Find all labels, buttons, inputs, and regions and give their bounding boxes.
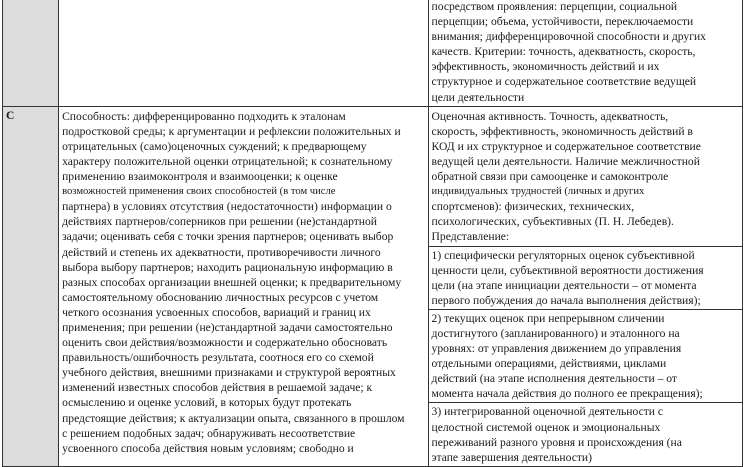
text-line: Оценочная активность. Точность, адекватность,	[431, 109, 669, 123]
text-line: 2) текущих оценок при непрерывном сличении	[431, 311, 665, 325]
inner-divider	[429, 309, 742, 310]
text-line: психологических, субъективных (П. Н. Лебедев).	[431, 215, 674, 229]
text-line: момента начала действия до полного ее прекращения);	[431, 387, 703, 401]
row-label: С	[6, 108, 15, 122]
text-line: 1) специфически регуляторных оценок субъективной	[431, 248, 695, 262]
text-line: эффективность, экономичность действий и их	[431, 60, 660, 74]
text-line: 3) интегрированной оценочной деятельности с	[431, 405, 664, 419]
text-line: разных способах организации внешней оценки; к предварительному	[62, 275, 402, 289]
inner-divider	[429, 402, 742, 403]
text-line: спортсменов): физических, технических,	[431, 200, 635, 214]
criteria-cell	[428, 106, 742, 466]
text-line: ценности цели, субъективной вероятности достижения	[431, 263, 704, 277]
text-line: перцепции; объема, устойчивости, переключаемости	[431, 15, 694, 29]
table-row	[3, 0, 743, 106]
text-line: осмыслению и оценке условий, в которых будут протекать	[62, 396, 352, 410]
inner-divider	[429, 246, 742, 247]
text-line: переживаний разного уровня и происхождения (на	[431, 435, 682, 449]
text-line: самостоятельному обоснованию личностных ресурсов с учетом	[62, 290, 379, 304]
text-line: с решением подобных задач; обнаруживать несоответствие	[62, 426, 356, 440]
text-line: изменений известных способов действия в решаемой задаче; к	[62, 381, 373, 395]
text-line: оценить свои действия/возможности и содержательно обосновать	[62, 336, 388, 350]
text-line: действиях партнеров/соперников при решении (не)стандартной	[62, 215, 378, 229]
text-line: усвоенного способа действия новым условиям; свободно и	[62, 441, 354, 455]
text-line: посредством проявления: перцепции, социальной	[431, 0, 678, 13]
text-line: цели (на этапе инициации деятельности – от момента	[431, 278, 697, 292]
text-line: отрицательных (само)оценочных суждений; к предварющему	[62, 139, 367, 153]
ability-cell-empty	[59, 0, 428, 106]
text-line: достигнутого (запланированного) и эталонного на	[431, 326, 680, 340]
text-line: цели деятельности	[431, 90, 525, 104]
row-label-cell-empty	[3, 0, 59, 106]
text-line: возможностей применения своих способностей (в том числе	[62, 186, 336, 198]
text-line: индивидуальных трудностей (личных и других	[431, 186, 645, 198]
text-line: задачи; оценивать себя с точки зрения партнеров; оценивать выбор	[62, 230, 394, 244]
text-line: качеств. Критерии: точность, адекватность, скорость,	[431, 45, 696, 59]
text-line: партнера) в условиях отсутствия (недостаточности) информации о	[62, 200, 392, 214]
text-line: характеру положительной оценки отрицательной; к сознательному	[62, 154, 393, 168]
row-label-cell	[3, 106, 59, 466]
text-line: правильность/ошибочность результата, соотнося его со схемой	[62, 351, 374, 365]
text-line: действий и степень их адекватности, противоречивости личного	[62, 245, 381, 259]
ability-cell	[59, 106, 428, 466]
text-line: уровнях: от управления движением до управления	[431, 342, 682, 356]
criteria-cell	[428, 0, 742, 106]
text-line: обратной связи при самооценке и самоконтроле	[431, 170, 669, 184]
text-line: четкого осознания усвоенных способов, вариаций и границ их	[62, 305, 371, 319]
text-line: действий (на этапе исполнения деятельности – от	[431, 372, 677, 386]
text-line: целостной системой оценок и эмоциональных	[431, 420, 661, 434]
text-line: подростковой среды; к аргументации и рефлексии положительных и	[62, 124, 401, 138]
text-line: скорость, эффективность, экономичность действий в	[431, 124, 693, 138]
text-line: КОД и их структурное и содержательное соответствие	[431, 139, 701, 153]
text-line: отдельными операциями, действиями, циклами	[431, 357, 667, 371]
text-line: этапе завершения деятельности)	[431, 450, 592, 464]
text-line: применению взаимоконтроля и взаимооценки; к оценке	[62, 170, 338, 184]
text-line: структурное и содержательное соответствие ведущей	[431, 75, 697, 89]
text-line: учебного действия, внешними признаками и структурой вероятных	[62, 366, 396, 380]
text-line: первого побуждения до начала выполнения действия);	[431, 293, 701, 307]
text-line: внимания; дифференцировочной способности и других	[431, 30, 706, 44]
text-line: ведущей цели деятельности. Наличие межличностной	[431, 154, 700, 168]
criteria-table	[2, 0, 743, 467]
text-line: Представление:	[431, 230, 510, 244]
text-line: применения; при решении (не)стандартной задачи самостоятельно	[62, 320, 393, 334]
text-line: предстоящие действия; к актуализации опыта, связанного в прошлом	[62, 411, 405, 425]
text-line: выбора выбору партнеров; находить рациональную информацию в	[62, 260, 393, 274]
text-line: Способность: дифференцированно подходить к эталонам	[62, 109, 346, 123]
table-row	[3, 106, 743, 466]
